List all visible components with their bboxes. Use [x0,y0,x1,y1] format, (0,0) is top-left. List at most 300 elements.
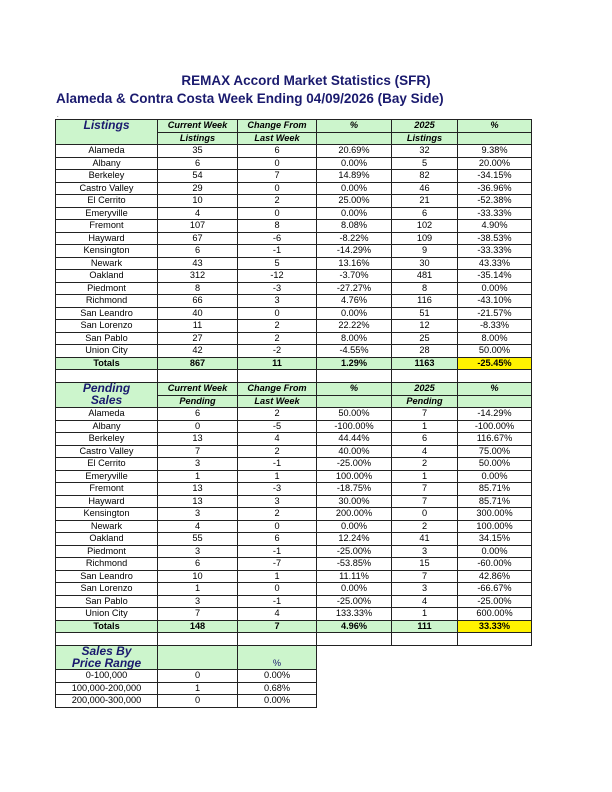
pending-cell-pct: 100.00% [317,470,392,483]
listings-cell-prev: 116 [392,295,458,308]
listings-cell-change: -1 [238,245,317,258]
pending-cell-current: 13 [158,483,238,496]
pending-cell-current: 0 [158,420,238,433]
totals-pct: 1.29% [317,357,392,370]
price-range-row [56,695,317,708]
pending-cell-prev: 7 [392,570,458,583]
listings-cell-prev: 32 [392,145,458,158]
listings-cell-change: -2 [238,345,317,358]
listings-row [56,320,532,333]
pending-cell-city: Union City [56,608,158,621]
spacer-cell [317,633,392,646]
pending-cell-city: Hayward [56,495,158,508]
spacer-row [56,633,532,646]
listings-header-row-1 [56,120,532,133]
pending-cell-prev: 7 [392,495,458,508]
totals-pct: 4.96% [317,620,392,633]
pending-row [56,458,532,471]
listings-cell-prev: 82 [392,170,458,183]
pending-cell-current: 1 [158,470,238,483]
listings-cell-change: 0 [238,182,317,195]
pending-totals-row [56,620,532,633]
listings-cell-change: -3 [238,282,317,295]
listings-row [56,245,532,258]
pending-cell-city: Oakland [56,533,158,546]
pending-cell-yoy: -14.29% [458,408,532,421]
pending-row [56,433,532,446]
pending-cell-yoy: -25.00% [458,595,532,608]
price-range-cell-range: 100,000-200,000 [56,682,158,695]
pending-cell-prev: 3 [392,545,458,558]
listings-cell-current: 6 [158,157,238,170]
listings-cell-current: 27 [158,332,238,345]
spacer-cell [56,370,158,383]
pending-cell-prev: 15 [392,558,458,571]
listings-cell-current: 10 [158,195,238,208]
pending-cell-prev: 41 [392,533,458,546]
pending-cell-prev: 1 [392,420,458,433]
col-header: % [458,383,532,396]
pending-cell-yoy: 0.00% [458,470,532,483]
pending-row [56,408,532,421]
pending-row [56,583,532,596]
listings-cell-pct: 22.22% [317,320,392,333]
listings-cell-change: -12 [238,270,317,283]
pending-cell-prev: 1 [392,470,458,483]
spacer-cell [458,370,532,383]
pending-row [56,508,532,521]
pending-row [56,595,532,608]
listings-cell-current: 29 [158,182,238,195]
col-subheader: Listings [392,132,458,145]
pending-cell-city: Berkeley [56,433,158,446]
listings-cell-city: San Leandro [56,307,158,320]
pending-cell-current: 55 [158,533,238,546]
pending-cell-yoy: 300.00% [458,508,532,521]
listings-cell-current: 6 [158,245,238,258]
pending-cell-city: Albany [56,420,158,433]
pending-cell-current: 3 [158,508,238,521]
pending-cell-current: 7 [158,608,238,621]
listings-cell-pct: -27.27% [317,282,392,295]
listings-cell-current: 312 [158,270,238,283]
pending-row [56,445,532,458]
listings-cell-prev: 51 [392,307,458,320]
listings-cell-yoy: 4.90% [458,220,532,233]
pending-cell-change: 2 [238,508,317,521]
spacer-cell [238,633,317,646]
pending-cell-yoy: 34.15% [458,533,532,546]
spacer-row [56,370,532,383]
pending-cell-change: -1 [238,458,317,471]
pending-cell-change: 2 [238,408,317,421]
listings-section-label: Listings [56,120,158,133]
listings-cell-change: 7 [238,170,317,183]
col-subheader [317,132,392,145]
pending-cell-change: 1 [238,470,317,483]
price-section-label-2: Price Range [56,658,158,670]
listings-cell-city: Union City [56,345,158,358]
listings-cell-change: 0 [238,157,317,170]
pending-row [56,420,532,433]
spacer-cell [317,370,392,383]
pending-cell-change: -5 [238,420,317,433]
listings-cell-city: Emeryville [56,207,158,220]
listings-cell-change: 2 [238,195,317,208]
listings-cell-yoy: -8.33% [458,320,532,333]
pending-sales-table [55,382,532,646]
listings-cell-current: 107 [158,220,238,233]
listings-row [56,145,532,158]
listings-cell-pct: 0.00% [317,207,392,220]
price-header-row-2 [56,658,317,670]
pending-cell-pct: 0.00% [317,520,392,533]
pending-cell-change: 4 [238,433,317,446]
listings-cell-yoy: -33.33% [458,245,532,258]
listings-cell-current: 4 [158,207,238,220]
pending-cell-change: -3 [238,483,317,496]
pending-cell-current: 3 [158,595,238,608]
pending-cell-change: 0 [238,520,317,533]
listings-cell-current: 66 [158,295,238,308]
listings-cell-current: 43 [158,257,238,270]
price-range-cell-pct: 0.00% [238,695,317,708]
pending-cell-change: 6 [238,533,317,546]
price-range-cell-range: 200,000-300,000 [56,695,158,708]
price-range-cell-count: 1 [158,682,238,695]
price-section-label: Sales By [56,646,158,658]
pending-cell-yoy: 85.71% [458,483,532,496]
pending-row [56,483,532,496]
pending-cell-yoy: 75.00% [458,445,532,458]
pending-cell-city: Emeryville [56,470,158,483]
price-range-cell-count: 0 [158,670,238,683]
spacer-cell [392,633,458,646]
totals-current: 148 [158,620,238,633]
totals-prev: 1163 [392,357,458,370]
col-header: Current Week [158,383,238,396]
report-title: REMAX Accord Market Statistics (SFR) [181,73,431,88]
col-header: % [317,383,392,396]
listings-table [55,119,532,383]
pending-cell-city: Piedmont [56,545,158,558]
listings-row [56,295,532,308]
listings-cell-pct: 13.16% [317,257,392,270]
col-header: Current Week [158,120,238,133]
pending-header-row-2 [56,395,532,408]
pending-cell-pct: -25.00% [317,595,392,608]
listings-cell-yoy: -35.14% [458,270,532,283]
listings-cell-pct: -14.29% [317,245,392,258]
pending-cell-current: 3 [158,458,238,471]
pending-cell-city: San Leandro [56,570,158,583]
listings-row [56,257,532,270]
pending-cell-city: Alameda [56,408,158,421]
pending-cell-city: El Cerrito [56,458,158,471]
listings-cell-pct: -4.55% [317,345,392,358]
totals-label: Totals [56,620,158,633]
col-header: % [458,120,532,133]
pending-cell-yoy: 50.00% [458,458,532,471]
listings-cell-yoy: -43.10% [458,295,532,308]
pending-cell-current: 7 [158,445,238,458]
listings-cell-prev: 109 [392,232,458,245]
listings-row [56,195,532,208]
pending-cell-prev: 4 [392,595,458,608]
pending-row [56,558,532,571]
pending-cell-pct: 200.00% [317,508,392,521]
pending-cell-pct: 30.00% [317,495,392,508]
col-subheader: Last Week [238,132,317,145]
pending-cell-current: 10 [158,570,238,583]
listings-cell-change: 2 [238,332,317,345]
pending-cell-prev: 2 [392,458,458,471]
listings-cell-yoy: 50.00% [458,345,532,358]
pending-cell-change: -1 [238,595,317,608]
listings-cell-yoy: -33.33% [458,207,532,220]
listings-cell-city: Hayward [56,232,158,245]
totals-prev: 111 [392,620,458,633]
listings-cell-city: Castro Valley [56,182,158,195]
listings-row [56,157,532,170]
pending-cell-pct: 50.00% [317,408,392,421]
listings-row [56,232,532,245]
pending-cell-yoy: -60.00% [458,558,532,571]
listings-cell-pct: 14.89% [317,170,392,183]
price-range-cell-count: 0 [158,695,238,708]
listings-cell-prev: 8 [392,282,458,295]
report-subtitle: Alameda & Contra Costa Week Ending 04/09/2026 (Bay Side) [56,91,444,106]
listings-cell-city: Fremont [56,220,158,233]
price-range-cell-pct: 0.00% [238,670,317,683]
listings-cell-prev: 481 [392,270,458,283]
col-subheader [458,132,532,145]
pending-row [56,520,532,533]
col-subheader [458,395,532,408]
pending-row [56,470,532,483]
listings-cell-pct: -8.22% [317,232,392,245]
listings-cell-change: 8 [238,220,317,233]
header-blank [56,132,158,145]
listings-row [56,270,532,283]
price-header-row-1 [56,646,317,658]
spacer-cell [158,370,238,383]
listings-row [56,332,532,345]
pending-header-row-1 [56,383,532,396]
listings-cell-change: -6 [238,232,317,245]
listings-cell-current: 40 [158,307,238,320]
pending-cell-current: 13 [158,495,238,508]
pending-cell-prev: 0 [392,508,458,521]
pending-cell-prev: 1 [392,608,458,621]
pending-cell-prev: 4 [392,445,458,458]
listings-row [56,345,532,358]
pending-cell-pct: -18.75% [317,483,392,496]
col-header: Change From [238,120,317,133]
listings-cell-prev: 25 [392,332,458,345]
listings-cell-current: 11 [158,320,238,333]
listings-cell-city: Oakland [56,270,158,283]
pending-cell-city: Richmond [56,558,158,571]
listings-cell-yoy: 43.33% [458,257,532,270]
listings-cell-change: 0 [238,307,317,320]
listings-cell-prev: 28 [392,345,458,358]
listings-cell-pct: 0.00% [317,182,392,195]
listings-cell-city: Richmond [56,295,158,308]
col-subheader: Pending [158,395,238,408]
listings-cell-current: 54 [158,170,238,183]
pending-cell-pct: 12.24% [317,533,392,546]
pending-cell-change: 3 [238,495,317,508]
listings-row [56,182,532,195]
pct-header: % [238,658,317,670]
pending-cell-change: -7 [238,558,317,571]
pending-section-label: Pending [56,383,158,396]
listings-cell-yoy: -36.96% [458,182,532,195]
listings-row [56,207,532,220]
pending-cell-prev: 3 [392,583,458,596]
spacer-cell [392,370,458,383]
listings-row [56,282,532,295]
totals-change: 7 [238,620,317,633]
listings-cell-pct: -3.70% [317,270,392,283]
pending-cell-change: -1 [238,545,317,558]
listings-cell-change: 3 [238,295,317,308]
pending-cell-current: 13 [158,433,238,446]
price-range-cell-range: 0-100,000 [56,670,158,683]
sales-by-price-range-table [55,645,317,708]
listings-row [56,220,532,233]
listings-cell-yoy: -52.38% [458,195,532,208]
col-header: 2025 [392,383,458,396]
listings-cell-pct: 4.76% [317,295,392,308]
col-header: 2025 [392,120,458,133]
pending-cell-pct: -25.00% [317,545,392,558]
pending-row [56,495,532,508]
pending-cell-yoy: 100.00% [458,520,532,533]
spacer-cell [458,633,532,646]
pending-row [56,608,532,621]
listings-header-row-2 [56,132,532,145]
listings-cell-city: Kensington [56,245,158,258]
col-subheader: Last Week [238,395,317,408]
listings-cell-city: San Pablo [56,332,158,345]
pending-cell-pct: 133.33% [317,608,392,621]
pending-cell-pct: -25.00% [317,458,392,471]
col-subheader [317,395,392,408]
pending-cell-city: Kensington [56,508,158,521]
pending-cell-pct: 44.44% [317,433,392,446]
listings-totals-row [56,357,532,370]
listings-cell-pct: 8.08% [317,220,392,233]
pending-cell-prev: 7 [392,408,458,421]
pending-cell-pct: -100.00% [317,420,392,433]
pending-cell-yoy: 600.00% [458,608,532,621]
listings-cell-city: Albany [56,157,158,170]
pending-cell-prev: 6 [392,433,458,446]
pending-cell-yoy: 116.67% [458,433,532,446]
pending-cell-city: San Pablo [56,595,158,608]
pending-cell-yoy: -100.00% [458,420,532,433]
listings-cell-change: 5 [238,257,317,270]
listings-cell-city: Piedmont [56,282,158,295]
pending-cell-pct: -53.85% [317,558,392,571]
listings-cell-current: 8 [158,282,238,295]
price-range-cell-pct: 0.68% [238,682,317,695]
listings-cell-prev: 5 [392,157,458,170]
col-subheader: Listings [158,132,238,145]
pending-cell-pct: 0.00% [317,583,392,596]
pending-row [56,545,532,558]
totals-label: Totals [56,357,158,370]
listings-cell-pct: 25.00% [317,195,392,208]
pending-cell-city: Newark [56,520,158,533]
col-subheader: Pending [392,395,458,408]
pending-cell-change: 0 [238,583,317,596]
listings-cell-prev: 6 [392,207,458,220]
pending-cell-current: 1 [158,583,238,596]
listings-cell-prev: 30 [392,257,458,270]
pending-cell-pct: 11.11% [317,570,392,583]
listings-cell-city: Newark [56,257,158,270]
listings-cell-yoy: -34.15% [458,170,532,183]
listings-cell-change: 0 [238,207,317,220]
spacer-cell [56,633,158,646]
totals-yoy: 33.33% [458,620,532,633]
listings-cell-yoy: 8.00% [458,332,532,345]
price-range-row [56,682,317,695]
listings-cell-city: Berkeley [56,170,158,183]
listings-cell-yoy: -21.57% [458,307,532,320]
listings-cell-pct: 8.00% [317,332,392,345]
listings-cell-change: 6 [238,145,317,158]
listings-cell-prev: 9 [392,245,458,258]
pending-cell-yoy: 85.71% [458,495,532,508]
listings-cell-yoy: -38.53% [458,232,532,245]
spacer-cell [158,633,238,646]
pending-cell-change: 1 [238,570,317,583]
totals-yoy: -25.45% [458,357,532,370]
pending-cell-current: 3 [158,545,238,558]
pending-cell-city: Fremont [56,483,158,496]
pending-cell-city: Castro Valley [56,445,158,458]
header-blank [158,658,238,670]
listings-cell-yoy: 9.38% [458,145,532,158]
listings-cell-prev: 102 [392,220,458,233]
pending-cell-yoy: -66.67% [458,583,532,596]
listings-cell-prev: 12 [392,320,458,333]
header-blank [238,646,317,658]
pending-cell-yoy: 0.00% [458,545,532,558]
marker: . [57,113,59,119]
totals-current: 867 [158,357,238,370]
pending-cell-prev: 2 [392,520,458,533]
listings-cell-yoy: 20.00% [458,157,532,170]
col-header: % [317,120,392,133]
listings-cell-change: 2 [238,320,317,333]
price-range-row [56,670,317,683]
pending-cell-pct: 40.00% [317,445,392,458]
pending-section-label-2: Sales [56,395,158,408]
totals-change: 11 [238,357,317,370]
pending-cell-yoy: 42.86% [458,570,532,583]
pending-cell-change: 2 [238,445,317,458]
listings-cell-pct: 0.00% [317,307,392,320]
col-header: Change From [238,383,317,396]
listings-cell-prev: 21 [392,195,458,208]
listings-cell-pct: 0.00% [317,157,392,170]
listings-cell-city: Alameda [56,145,158,158]
